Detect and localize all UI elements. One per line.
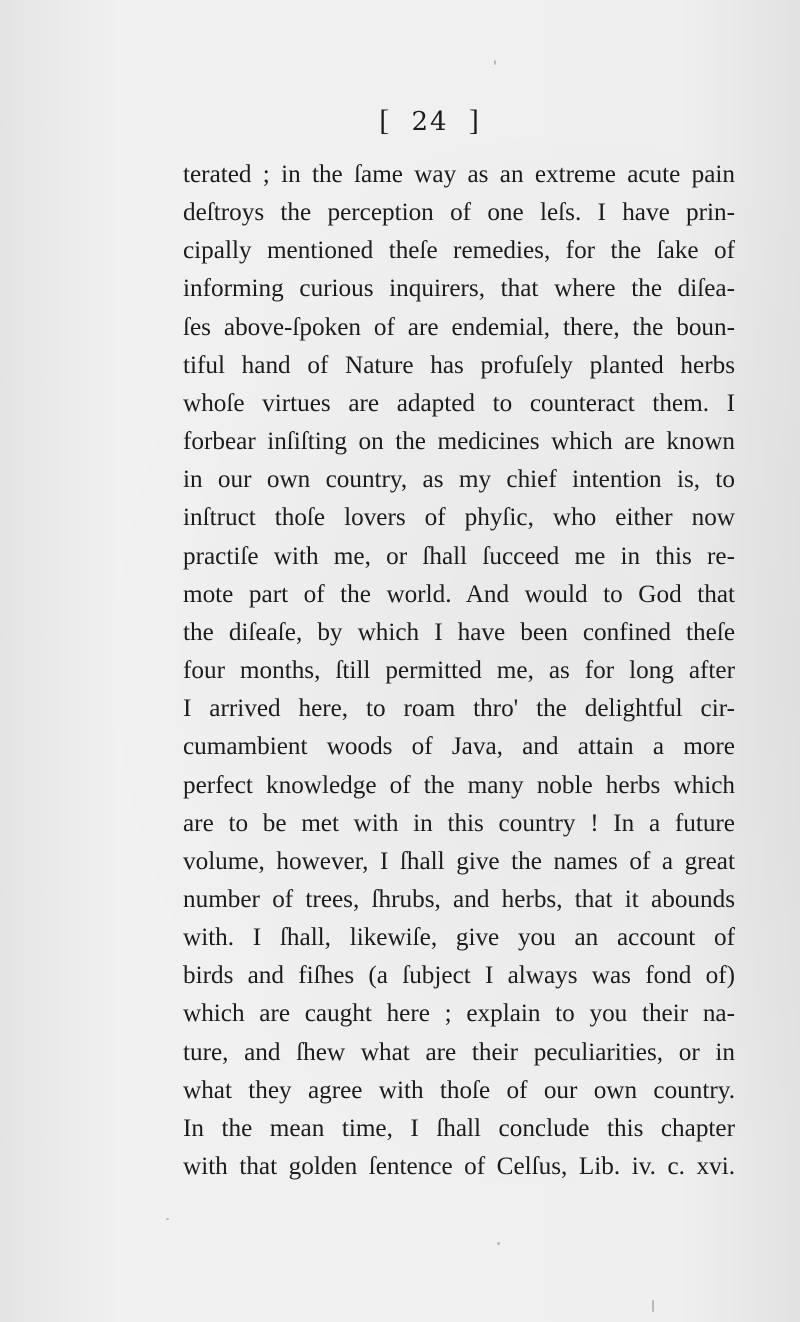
text-line: ſes above-ſpoken of are endemial, there, the boun- xyxy=(183,313,735,341)
text-line: in our own country, as my chief intention is, to xyxy=(183,466,735,494)
text-line: whoſe virtues are adapted to counteract them. I xyxy=(183,389,735,417)
text-line: In the mean time, I ſhall conclude this chapter xyxy=(183,1114,735,1142)
text-line: the diſeaſe, by which I have been confined theſe xyxy=(183,618,735,646)
paper-speck xyxy=(494,60,496,65)
header-left-bracket: [ xyxy=(379,104,392,137)
text-line: which are caught here ; explain to you their na- xyxy=(183,1000,735,1028)
text-line: number of trees, ſhrubs, and herbs, that it abounds xyxy=(183,885,735,913)
text-line: what they agree with thoſe of our own country. xyxy=(183,1076,735,1104)
text-line: cumambient woods of Java, and attain a more xyxy=(183,733,735,761)
paper-speck xyxy=(166,1218,169,1220)
text-line: birds and fiſhes (a ſubject I always was fond of) xyxy=(183,962,735,990)
text-line: tiful hand of Nature has profuſely planted herbs xyxy=(183,351,735,379)
text-line: informing curious inquirers, that where the diſea- xyxy=(183,275,735,303)
page-number: 24 xyxy=(411,107,449,137)
text-line: practiſe with me, or ſhall ſucceed me in this re- xyxy=(183,542,735,570)
text-line: four months, ſtill permitted me, as for long after xyxy=(183,657,735,685)
text-line: volume, however, I ſhall give the names of a great xyxy=(183,847,735,875)
text-line: cipally mentioned theſe remedies, for the ſake of xyxy=(183,237,735,265)
text-line: with. I ſhall, likewiſe, give you an account of xyxy=(183,924,735,952)
text-line: are to be met with in this country ! In a future xyxy=(183,809,735,837)
paper-speck xyxy=(652,1300,654,1312)
text-line: perfect knowledge of the many noble herbs which xyxy=(183,771,735,799)
text-line: mote part of the world. And would to God that xyxy=(183,580,735,608)
text-line: ture, and ſhew what are their peculiarities, or in xyxy=(183,1038,735,1066)
body-text xyxy=(183,156,735,1186)
text-line: terated ; in the ſame way as an extreme acute pain xyxy=(183,161,735,188)
text-line: with that golden ſentence of Celſus, Lib. iv. c. xvi. xyxy=(183,1153,735,1181)
text-line: I arrived here, to roam thro' the delightful cir- xyxy=(183,695,735,723)
paper-speck xyxy=(497,1242,500,1245)
page-header xyxy=(0,104,800,138)
text-line: inſtruct thoſe lovers of phyſic, who either now xyxy=(183,504,735,532)
text-line: deſtroys the perception of one leſs. I have prin- xyxy=(183,199,735,227)
header-right-bracket: ] xyxy=(468,104,481,137)
text-line: forbear inſiſting on the medicines which are known xyxy=(183,428,735,456)
